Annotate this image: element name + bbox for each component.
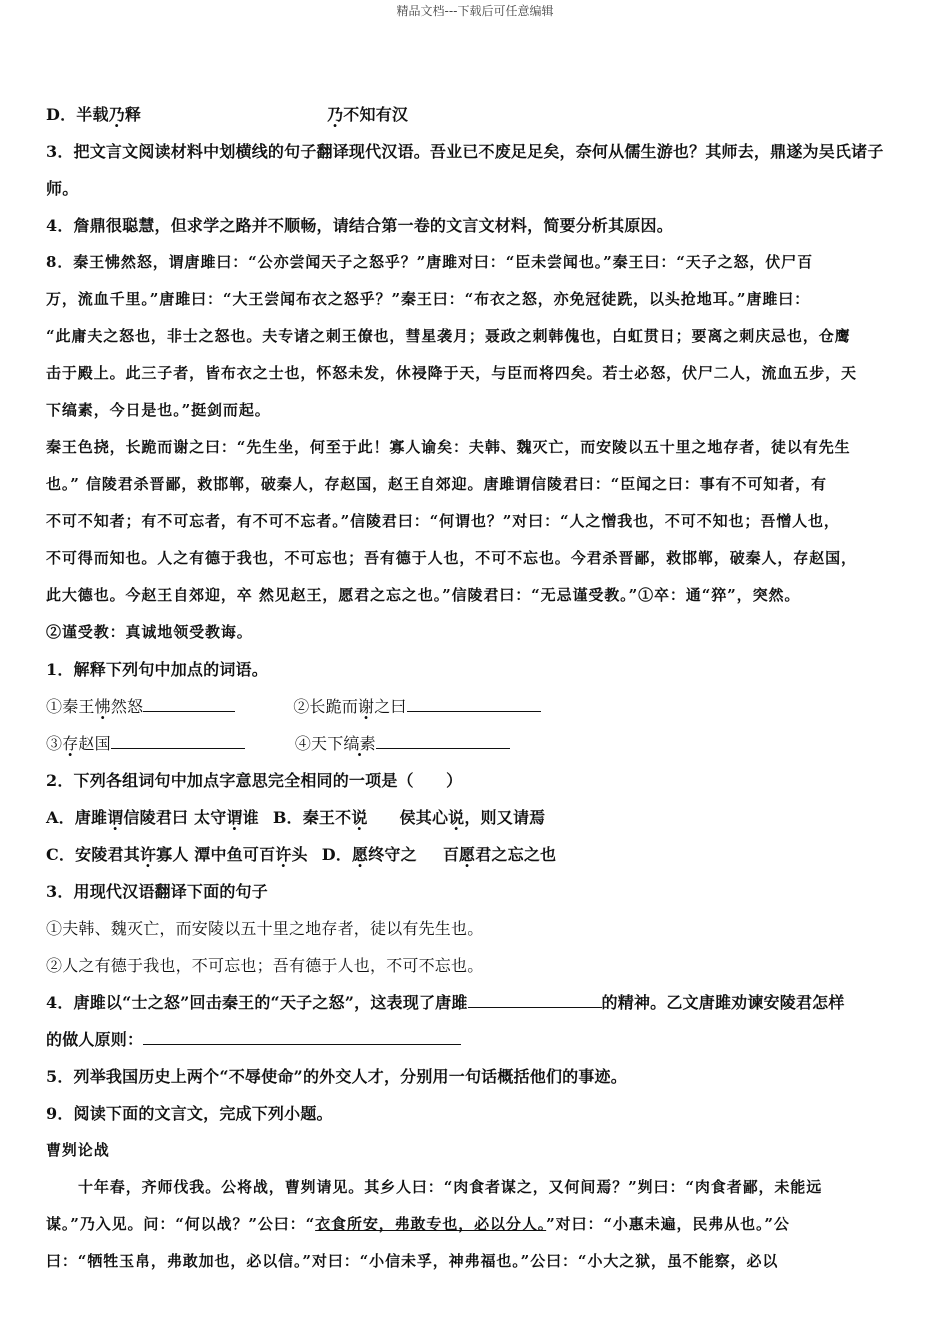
option-text: 信陵君曰 太守: [123, 808, 227, 827]
passage-line: [46, 1206, 908, 1243]
question-2-options-ab: [46, 799, 908, 836]
dotted-char: 说: [448, 808, 465, 827]
page-header: 精品文档---下载后可任意编辑: [396, 4, 554, 18]
dotted-char: 谓: [226, 808, 243, 827]
option-text: 君之忘之也: [475, 845, 557, 864]
item-text: 然怒: [110, 697, 144, 716]
dotted-char: 说: [351, 808, 368, 827]
option-text: B．秦王不: [272, 808, 352, 827]
option-text: ，则又请焉: [464, 808, 546, 827]
question-2-title: 2．下列各组词句中加点字意思完全相同的一项是（ ）: [46, 771, 463, 790]
option-d-text: D．半载: [46, 105, 109, 124]
passage-line: 万，流血千里。”唐雎曰：“大王尝闻布衣之怒乎？”秦王曰：“布衣之怒，亦免冠徒跣，以头抢地耳。”唐雎曰：: [46, 290, 811, 308]
item-text: ④天下: [294, 734, 344, 753]
question-3-translate-cont: 师。: [46, 179, 79, 198]
dotted-char: 谓: [107, 808, 124, 827]
document-body: [46, 96, 908, 1280]
option-text: 百: [442, 845, 460, 864]
passage-line: 不可得而知也。人之有德于我也，不可忘也；吾有德于人也，不可不忘也。今君杀晋鄙，救邯郸，破秦人，存赵国，: [46, 549, 857, 567]
question-3-translate: 3．把文言文阅读材料中划横线的句子翻译现代汉语。吾业已不废足足矣，奈何从儒生游也？其师去，鼎遂为吴氏诸子: [46, 142, 884, 161]
question-4-analysis: 4．詹鼎很聪慧，但求学之路并不顺畅，请结合第一卷的文言文材料，简要分析其原因。: [46, 216, 673, 235]
option-text: D．: [321, 845, 352, 864]
dotted-char: 存: [62, 734, 79, 753]
dotted-char: 怫: [94, 697, 111, 716]
answer-blank[interactable]: [468, 1006, 602, 1008]
dotted-char: 愿: [459, 845, 476, 864]
question-1-row-a: [46, 688, 908, 725]
passage-line: 击于殿上。此三子者，皆布衣之士也，怀怒未发，休祲降于天，与臣而将四矣。若士必怒，伏尸二人，流血五步，天: [46, 364, 857, 382]
option-d-text: 释: [124, 105, 142, 124]
item-text: ①秦王: [46, 697, 95, 716]
question-4-line: [46, 984, 908, 1021]
dotted-char: 许: [139, 845, 157, 864]
question-2-options-cd: [46, 836, 908, 873]
item-text: 赵国: [78, 734, 111, 753]
dotted-char: 许: [275, 845, 292, 864]
question-4-line-cont: [46, 1021, 908, 1058]
passage-line: 不可不知者；有不可忘者，有不可不忘者。”信陵君曰：“何谓也？”对曰：“人之憎我也，不可不知也；吾憎人也，: [46, 512, 840, 530]
passage-title: 曹刿论战: [46, 1141, 110, 1159]
passage-text: 谋。”乃入见。问：“何以战？”公曰：“: [46, 1215, 316, 1233]
option-text: 头: [291, 845, 308, 864]
item-text: ②长跪而: [293, 697, 359, 716]
question-3-sentence-1: ①夫韩、魏灭亡，而安陵以五十里之地存者，徒以有先生也。: [46, 919, 484, 938]
question-text: 的做人原则：: [46, 1030, 144, 1049]
question-1-title: 1．解释下列句中加点的词语。: [46, 660, 268, 679]
question-9-title: 9．阅读下面的文言文，完成下列小题。: [46, 1104, 333, 1123]
item-text: 之曰: [374, 697, 407, 716]
dotted-char: 谢: [358, 697, 375, 716]
dotted-char: 愿: [352, 845, 369, 864]
option-text: 寡人 潭中鱼可百: [156, 845, 276, 864]
option-text: C．安陵君其: [46, 845, 140, 864]
option-d-text: 不知有汉: [343, 105, 409, 124]
passage-line: 8．秦王怫然怒，谓唐雎曰：“公亦尝闻天子之怒乎？”唐雎对曰：“臣未尝闻也。”秦王曰：“天子之怒，伏尸百: [46, 253, 813, 271]
answer-blank[interactable]: [143, 1043, 461, 1045]
item-text: ③: [46, 734, 63, 753]
option-text: 侯其心: [399, 808, 449, 827]
passage-line: 也。” 信陵君杀晋鄙，救邯郸，破秦人，存赵国，赵王自郊迎。唐雎谓信陵君曰：“臣闻之曰：事有不可知者，有: [46, 475, 827, 493]
answer-blank[interactable]: [143, 710, 235, 712]
question-3-title: 3．用现代汉语翻译下面的句子: [46, 882, 268, 901]
passage-line: 秦王色挠，长跪而谢之曰：“先生坐，何至于此！寡人谕矣：夫韩、魏灭亡，而安陵以五十里之地存者，徒以有先生: [46, 438, 851, 456]
option-text: A．唐雎: [46, 808, 108, 827]
question-5: 5．列举我国历史上两个“不辱使命”的外交人才，分别用一句话概括他们的事迹。: [46, 1067, 627, 1086]
option-text: 谁: [242, 808, 259, 827]
answer-blank[interactable]: [407, 710, 541, 712]
dotted-char: 乃: [108, 105, 125, 124]
answer-blank[interactable]: [376, 747, 510, 749]
passage-line: 此大德也。今赵王自郊迎，卒 然见赵王，愿君之忘之也。”信陵君曰：“无忌谨受教。”①卒：通“猝”，突然。: [46, 586, 801, 604]
option-text: 终守之: [368, 845, 417, 864]
underlined-sentence: 衣食所安，弗敢专也，必以分人。: [315, 1215, 547, 1233]
answer-blank[interactable]: [111, 747, 245, 749]
question-3-sentence-2: ②人之有德于我也，不可忘也；吾有德于人也，不可不忘也。: [46, 956, 484, 975]
question-text: 的精神。乙文唐雎劝谏安陵君怎样: [601, 993, 845, 1012]
passage-line: 下缟素，今日是也。”挺剑而起。: [46, 401, 271, 419]
option-d-line: [46, 96, 908, 133]
dotted-char: 乃: [327, 105, 344, 124]
passage-note: ②谨受教：真诚地领受教诲。: [46, 623, 253, 641]
question-1-row-b: [46, 725, 908, 762]
dotted-char: 缟素: [343, 734, 376, 753]
passage-line: 十年春，齐师伐我。公将战，曹刿请见。其乡人曰：“肉食者谋之，又何间焉？”刿曰：“肉食者鄙，未能远: [78, 1178, 823, 1196]
passage-line: “此庸夫之怒也，非士之怒也。夫专诸之刺王僚也，彗星袭月；聂政之刺韩傀也，白虹贯日；要离之刺庆忌也，仓鹰: [46, 327, 851, 345]
passage-text: ”对曰：“小惠未遍，民弗从也。”公: [546, 1215, 790, 1233]
passage-line: 曰：“牺牲玉帛，弗敢加也，必以信。”对曰：“小信未孚，神弗福也。”公曰：“小大之狱，虽不能察，必以: [46, 1252, 779, 1270]
question-text: 4．唐雎以“士之怒”回击秦王的“天子之怒”，这表现了唐雎: [46, 993, 468, 1012]
